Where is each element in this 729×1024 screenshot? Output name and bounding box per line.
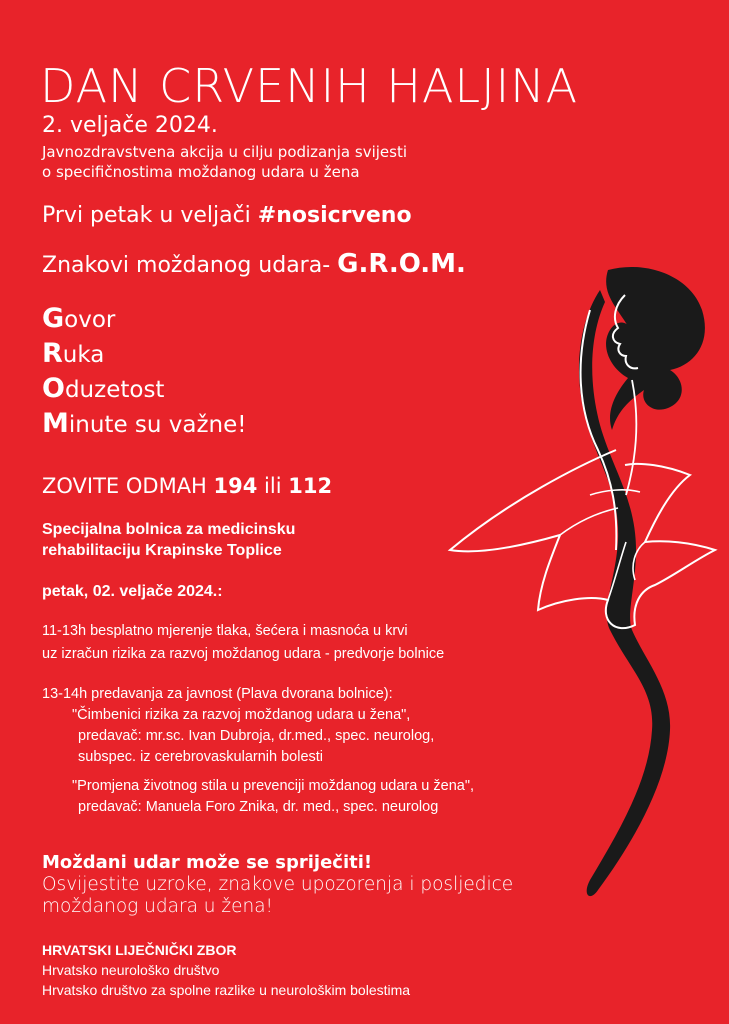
woman-red-dress-illustration [440,250,729,950]
grom-heading [42,250,466,280]
grom-rest: inute su važne! [68,412,247,438]
program-item-1-line-1: 11-13h besplatno mjerenje tlaka, šećera i masnoća u krvi [42,623,408,639]
campaign-prefix: Prvi petak u veljači [42,203,258,228]
lecture-1-speaker-1: predavač: mr.sc. Ivan Dubroja, dr.med., spec. neurolog, [78,728,435,744]
poster-title: DAN CRVENIH HALJINA [40,59,579,113]
grom-acronym: G.R.O.M. [337,249,466,279]
call-prefix: ZOVITE ODMAH [42,474,214,498]
program-item-1 [42,620,444,666]
call-number-112: 112 [288,474,333,498]
subtitle-line-1: Javnozdravstvena akcija u cilju podizanja svijesti [42,143,408,161]
hair-shape [606,267,705,430]
hospital-line-2: rehabilitaciju Krapinske Toplice [42,542,282,559]
event-date-heading: 2. veljače 2024. [42,113,218,138]
organizer-sub-1: Hrvatsko neurološko društvo [42,962,220,978]
lecture-2-title: "Promjena životnog stila u prevenciji moždanog udara u žena", [72,778,475,794]
dress-fold-1 [560,508,618,535]
subtitle-line-2: o specifičnostima moždanog udara u žena [42,163,360,181]
grom-initial: M [42,408,69,439]
grom-item-ruka [42,337,247,372]
hospital-name [42,519,295,561]
event-date: petak, 02. veljače 2024.: [42,583,223,600]
organizers [42,940,410,1000]
grom-rest: ovor [64,307,116,333]
closing-headline: Moždani udar može se spriječiti! [42,852,373,873]
call-number-194: 194 [213,474,258,498]
closing-line-1: Osvijestite uzroke, znakove upozorenja i posljedice [42,874,514,895]
organizer-main: HRVATSKI LIJEČNIČKI ZBOR [42,942,237,958]
lecture-1-title: "Čimbenici rizika za razvoj moždanog udara u žena", [72,707,411,723]
campaign-line [42,202,412,230]
program-item-2 [42,684,474,818]
grom-prefix: Znakovi moždanog udara- [42,253,338,278]
closing-line-2: moždanog udara u žena! [42,896,273,917]
dress-outline [450,450,715,628]
grom-initial: G [42,303,65,334]
hospital-line-1: Specijalna bolnica za medicinsku [42,521,296,538]
grom-list [42,302,247,442]
grom-initial: R [42,338,63,369]
emergency-call [42,472,332,500]
grom-rest: uka [62,342,105,368]
program-item-2-heading: 13-14h predavanja za javnost (Plava dvorana bolnice): [42,686,393,702]
grom-initial: O [42,373,65,404]
lecture-1-speaker-2: subspec. iz cerebrovaskularnih bolesti [78,749,324,765]
grom-item-minute [42,407,247,442]
grom-item-govor [42,302,247,337]
grom-item-oduzetost [42,372,247,407]
program-item-1-line-2: uz izračun rizika za razvoj moždanog udara - predvorje bolnice [42,646,445,662]
campaign-hashtag: #nosicrveno [257,203,412,228]
lecture-2-speaker: predavač: Manuela Foro Znika, dr. med., spec. neurolog [78,799,439,815]
grom-rest: duzetost [64,377,165,403]
call-middle: ili [257,474,289,498]
subtitle [42,142,407,182]
organizer-sub-2: Hrvatsko društvo za spolne razlike u neurološkim bolestima [42,982,411,998]
